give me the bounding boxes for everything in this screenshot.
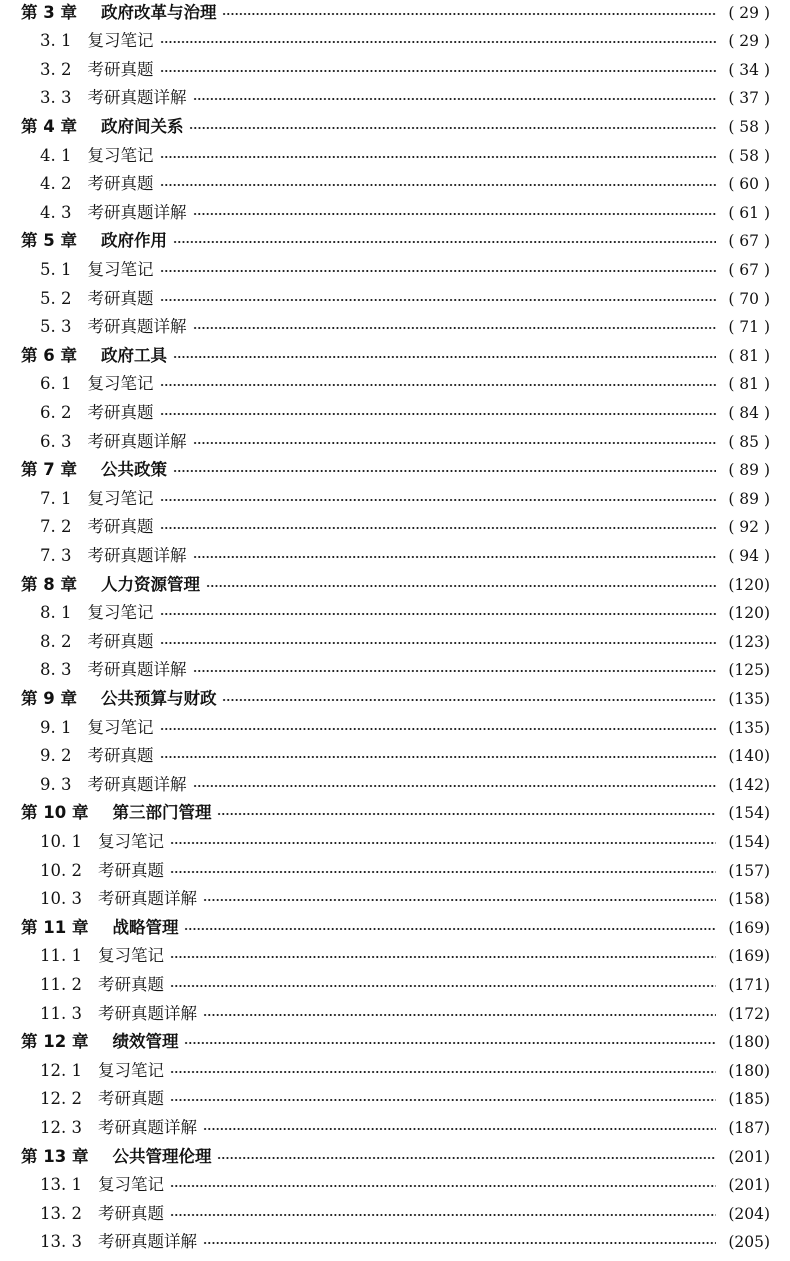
page-number: ( 67 ) xyxy=(728,260,770,279)
section-title: 复习笔记 xyxy=(87,374,154,394)
dot-leader xyxy=(160,499,717,501)
section-number: 13. 3 xyxy=(40,1232,82,1252)
section-title: 考研真题 xyxy=(87,402,154,422)
section-number: 5. 1 xyxy=(40,259,72,279)
page-number: ( 70 ) xyxy=(728,289,770,308)
dot-leader xyxy=(217,1157,716,1159)
toc-chapter-row[interactable] xyxy=(0,1028,790,1056)
section-title: 考研真题详解 xyxy=(87,88,187,108)
chapter-title: 政府作用 xyxy=(100,231,167,251)
chapter-number: 第 13 章 xyxy=(21,1146,89,1166)
section-title: 考研真题详解 xyxy=(97,1117,197,1137)
page-number: (187) xyxy=(728,1118,770,1137)
section-title: 考研真题详解 xyxy=(87,545,187,565)
section-number: 11. 1 xyxy=(40,946,82,966)
section-title: 考研真题 xyxy=(97,860,164,880)
toc-section-row[interactable] xyxy=(0,599,790,627)
chapter-number: 第 6 章 xyxy=(21,345,77,365)
dot-leader xyxy=(203,1014,716,1016)
chapter-title: 人力资源管理 xyxy=(100,574,200,594)
toc-chapter-row[interactable] xyxy=(0,227,790,255)
section-title: 考研真题详解 xyxy=(87,317,187,337)
toc-section-row[interactable] xyxy=(0,742,790,770)
dot-leader xyxy=(193,98,717,100)
toc-chapter-row[interactable] xyxy=(0,571,790,599)
dot-leader xyxy=(170,1185,716,1187)
dot-leader xyxy=(160,613,717,615)
chapter-title: 公共政策 xyxy=(100,460,167,480)
chapter-number: 第 11 章 xyxy=(21,917,89,937)
page-number: (204) xyxy=(728,1204,770,1223)
page-number: ( 94 ) xyxy=(728,546,770,565)
page-number: (154) xyxy=(728,832,770,851)
dot-leader xyxy=(173,470,716,472)
toc-chapter-row[interactable] xyxy=(0,914,790,942)
chapter-title: 政府间关系 xyxy=(100,116,184,136)
dot-leader xyxy=(170,985,716,987)
chapter-number: 第 10 章 xyxy=(21,803,89,823)
section-title: 复习笔记 xyxy=(97,1060,164,1080)
dot-leader xyxy=(160,413,717,415)
page-number: (169) xyxy=(728,947,770,966)
section-number: 8. 2 xyxy=(40,631,72,651)
section-number: 13. 2 xyxy=(40,1203,82,1223)
section-title: 复习笔记 xyxy=(87,31,154,51)
page-number: ( 58 ) xyxy=(728,117,770,136)
page-number: (172) xyxy=(728,1004,770,1023)
chapter-title: 第三部门管理 xyxy=(112,803,212,823)
page-number: ( 81 ) xyxy=(728,375,770,394)
toc-section-row[interactable] xyxy=(0,513,790,541)
section-number: 9. 2 xyxy=(40,746,72,766)
section-number: 4. 2 xyxy=(40,174,72,194)
toc-section-row[interactable] xyxy=(0,285,790,313)
section-title: 复习笔记 xyxy=(87,259,154,279)
toc-chapter-row[interactable] xyxy=(0,456,790,484)
dot-leader xyxy=(170,956,716,958)
toc-section-row[interactable] xyxy=(0,1200,790,1228)
dot-leader xyxy=(160,384,717,386)
section-title: 考研真题 xyxy=(97,974,164,994)
section-number: 4. 3 xyxy=(40,202,72,222)
page-number: ( 61 ) xyxy=(728,203,770,222)
section-number: 8. 1 xyxy=(40,603,72,623)
page-number: ( 29 ) xyxy=(728,3,770,22)
toc-section-row[interactable] xyxy=(0,1171,790,1199)
section-title: 复习笔记 xyxy=(97,946,164,966)
toc-section-row[interactable] xyxy=(0,885,790,913)
chapter-number: 第 12 章 xyxy=(21,1032,89,1052)
toc-section-row[interactable] xyxy=(0,1114,790,1142)
dot-leader xyxy=(193,442,717,444)
dot-leader xyxy=(193,327,717,329)
section-title: 复习笔记 xyxy=(87,145,154,165)
dot-leader xyxy=(203,1242,716,1244)
dot-leader xyxy=(193,785,717,787)
toc-chapter-row[interactable] xyxy=(0,799,790,827)
toc-section-row[interactable] xyxy=(0,1228,790,1256)
chapter-title: 公共预算与财政 xyxy=(100,688,217,708)
section-number: 13. 1 xyxy=(40,1175,82,1195)
toc-chapter-row[interactable] xyxy=(0,685,790,713)
page-number: (157) xyxy=(728,861,770,880)
section-number: 7. 2 xyxy=(40,517,72,537)
section-number: 6. 3 xyxy=(40,431,72,451)
dot-leader xyxy=(160,527,717,529)
toc-chapter-row[interactable] xyxy=(0,0,790,27)
section-number: 9. 3 xyxy=(40,774,72,794)
page-number: (142) xyxy=(728,775,770,794)
dot-leader xyxy=(173,241,716,243)
chapter-number: 第 4 章 xyxy=(21,116,77,136)
section-title: 复习笔记 xyxy=(87,603,154,623)
page-number: (154) xyxy=(728,804,770,823)
chapter-title: 绩效管理 xyxy=(112,1032,179,1052)
toc-section-row[interactable] xyxy=(0,828,790,856)
chapter-number: 第 9 章 xyxy=(21,688,77,708)
section-title: 考研真题 xyxy=(87,288,154,308)
dot-leader xyxy=(160,756,717,758)
dot-leader xyxy=(160,642,717,644)
section-number: 9. 1 xyxy=(40,717,72,737)
dot-leader xyxy=(203,1128,716,1130)
section-number: 5. 2 xyxy=(40,288,72,308)
toc-chapter-row[interactable] xyxy=(0,342,790,370)
toc-section-row[interactable] xyxy=(0,199,790,227)
section-title: 考研真题 xyxy=(87,517,154,537)
chapter-number: 第 8 章 xyxy=(21,574,77,594)
section-number: 10. 2 xyxy=(40,860,82,880)
toc-section-row[interactable] xyxy=(0,84,790,112)
dot-leader xyxy=(170,842,716,844)
page-number: (135) xyxy=(728,718,770,737)
toc-section-row[interactable] xyxy=(0,256,790,284)
toc-chapter-row[interactable] xyxy=(0,113,790,141)
page-number: ( 89 ) xyxy=(728,489,770,508)
dot-leader xyxy=(170,1071,716,1073)
toc-section-row[interactable] xyxy=(0,628,790,656)
toc-section-row[interactable] xyxy=(0,771,790,799)
dot-leader xyxy=(193,556,717,558)
toc-section-row[interactable] xyxy=(0,1000,790,1028)
chapter-title: 公共管理伦理 xyxy=(112,1146,212,1166)
toc-section-row[interactable] xyxy=(0,428,790,456)
section-title: 考研真题详解 xyxy=(87,660,187,680)
dot-leader xyxy=(173,356,716,358)
toc-section-row[interactable] xyxy=(0,485,790,513)
section-number: 11. 3 xyxy=(40,1003,82,1023)
dot-leader xyxy=(170,871,716,873)
section-number: 6. 1 xyxy=(40,374,72,394)
page-number: ( 67 ) xyxy=(728,232,770,251)
page-number: (185) xyxy=(728,1090,770,1109)
chapter-number: 第 5 章 xyxy=(21,231,77,251)
section-number: 11. 2 xyxy=(40,974,82,994)
section-number: 5. 3 xyxy=(40,317,72,337)
section-number: 12. 1 xyxy=(40,1060,82,1080)
page-number: (120) xyxy=(728,575,770,594)
section-title: 考研真题 xyxy=(87,59,154,79)
section-title: 考研真题详解 xyxy=(97,1232,197,1252)
section-title: 复习笔记 xyxy=(97,831,164,851)
section-number: 4. 1 xyxy=(40,145,72,165)
dot-leader xyxy=(206,585,716,587)
section-number: 3. 2 xyxy=(40,59,72,79)
toc-section-row[interactable] xyxy=(0,1057,790,1085)
dot-leader xyxy=(160,270,717,272)
page-number: (201) xyxy=(728,1147,770,1166)
section-number: 3. 3 xyxy=(40,88,72,108)
section-title: 考研真题 xyxy=(87,174,154,194)
section-number: 3. 1 xyxy=(40,31,72,51)
section-title: 考研真题 xyxy=(87,746,154,766)
dot-leader xyxy=(160,184,717,186)
section-title: 考研真题 xyxy=(97,1203,164,1223)
section-title: 考研真题 xyxy=(87,631,154,651)
toc-section-row[interactable] xyxy=(0,971,790,999)
section-title: 考研真题 xyxy=(97,1089,164,1109)
page-number: ( 81 ) xyxy=(728,346,770,365)
dot-leader xyxy=(170,1099,716,1101)
dot-leader xyxy=(160,156,717,158)
section-title: 考研真题详解 xyxy=(87,774,187,794)
toc-section-row[interactable] xyxy=(0,56,790,84)
page-number: (169) xyxy=(728,918,770,937)
dot-leader xyxy=(184,928,716,930)
toc-section-row[interactable] xyxy=(0,857,790,885)
section-title: 考研真题详解 xyxy=(97,889,197,909)
dot-leader xyxy=(203,899,716,901)
section-title: 复习笔记 xyxy=(87,488,154,508)
chapter-number: 第 3 章 xyxy=(21,2,77,22)
section-number: 10. 1 xyxy=(40,831,82,851)
dot-leader xyxy=(170,1214,716,1216)
page-number: ( 58 ) xyxy=(728,146,770,165)
page-number: (158) xyxy=(728,890,770,909)
page-number: (123) xyxy=(728,632,770,651)
page-number: (180) xyxy=(728,1061,770,1080)
page-number: (205) xyxy=(728,1233,770,1252)
page-number: ( 37 ) xyxy=(728,89,770,108)
section-number: 12. 3 xyxy=(40,1117,82,1137)
page-number: ( 89 ) xyxy=(728,461,770,480)
chapter-title: 政府工具 xyxy=(100,345,167,365)
chapter-title: 战略管理 xyxy=(112,917,179,937)
page-number: ( 34 ) xyxy=(728,60,770,79)
section-number: 7. 3 xyxy=(40,545,72,565)
page-number: (180) xyxy=(728,1033,770,1052)
section-title: 考研真题详解 xyxy=(87,431,187,451)
page-number: ( 85 ) xyxy=(728,432,770,451)
toc-section-row[interactable] xyxy=(0,399,790,427)
page-number: ( 92 ) xyxy=(728,518,770,537)
toc-section-row[interactable] xyxy=(0,542,790,570)
page-number: (135) xyxy=(728,689,770,708)
page-number: ( 84 ) xyxy=(728,403,770,422)
toc-section-row[interactable] xyxy=(0,370,790,398)
dot-leader xyxy=(160,70,717,72)
toc-section-row[interactable] xyxy=(0,714,790,742)
page-number: (171) xyxy=(728,975,770,994)
section-title: 考研真题详解 xyxy=(87,202,187,222)
dot-leader xyxy=(222,699,716,701)
section-title: 考研真题详解 xyxy=(97,1003,197,1023)
dot-leader xyxy=(189,127,716,129)
toc-section-row[interactable] xyxy=(0,142,790,170)
toc-section-row[interactable] xyxy=(0,1085,790,1113)
dot-leader xyxy=(160,728,717,730)
toc-chapter-row[interactable] xyxy=(0,1143,790,1171)
dot-leader xyxy=(222,13,716,15)
section-number: 8. 3 xyxy=(40,660,72,680)
dot-leader xyxy=(193,670,717,672)
dot-leader xyxy=(193,213,717,215)
page-number: ( 60 ) xyxy=(728,175,770,194)
page-number: (125) xyxy=(728,661,770,680)
dot-leader xyxy=(160,41,717,43)
chapter-number: 第 7 章 xyxy=(21,460,77,480)
dot-leader xyxy=(217,813,716,815)
toc-section-row[interactable] xyxy=(0,656,790,684)
toc-section-row[interactable] xyxy=(0,313,790,341)
page-number: (201) xyxy=(728,1176,770,1195)
section-number: 7. 1 xyxy=(40,488,72,508)
section-number: 10. 3 xyxy=(40,889,82,909)
section-title: 复习笔记 xyxy=(97,1175,164,1195)
chapter-title: 政府改革与治理 xyxy=(100,2,217,22)
page-number: (140) xyxy=(728,747,770,766)
section-number: 6. 2 xyxy=(40,402,72,422)
page-number: (120) xyxy=(728,604,770,623)
toc-section-row[interactable] xyxy=(0,27,790,55)
page-number: ( 71 ) xyxy=(728,318,770,337)
toc-section-row[interactable] xyxy=(0,170,790,198)
section-title: 复习笔记 xyxy=(87,717,154,737)
toc-section-row[interactable] xyxy=(0,942,790,970)
dot-leader xyxy=(184,1042,716,1044)
section-number: 12. 2 xyxy=(40,1089,82,1109)
page-number: ( 29 ) xyxy=(728,32,770,51)
dot-leader xyxy=(160,299,717,301)
